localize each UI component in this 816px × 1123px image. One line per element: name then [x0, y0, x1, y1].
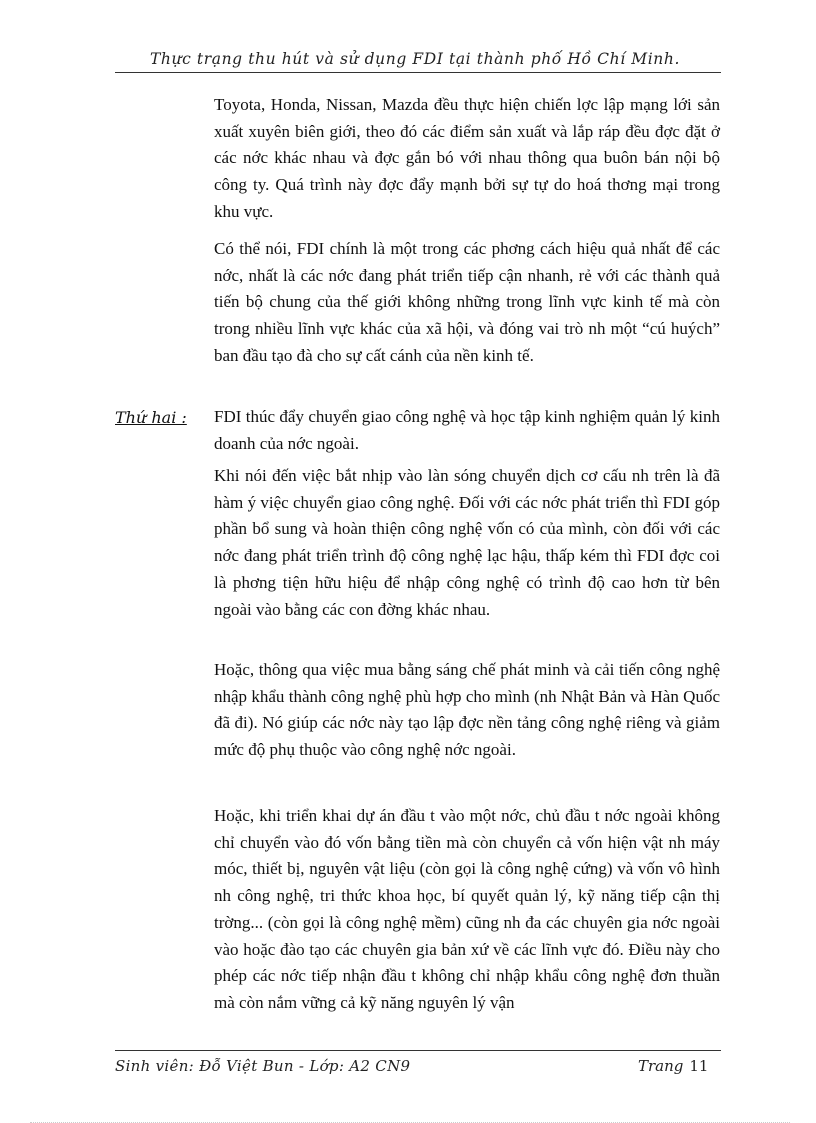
paragraph-5: Hoặc, thông qua việc mua bằng sáng chế phát minh và cải tiến công nghệ nhập khẩu thành công nghệ phù hợp cho mình (nh Nhật Bản và Hàn Quốc đã đi). Nó giúp các nớc này tạo lập đợc nền tảng công nghệ riêng và giảm mức độ phụ thuộc vào công nghệ nớc ngoài.	[214, 660, 720, 760]
section-label-second: Thứ hai :	[115, 408, 187, 427]
paragraph-1: Toyota, Honda, Nissan, Mazda đều thực hiện chiến lợc lập mạng lới sản xuất xuyên biên giới, theo đó các điểm sản xuất và lắp ráp đều đợc đặt ở các nớc khác nhau và đợc gắn bó với nhau thông qua buôn bán nội bộ công ty. Quá trình này đợc đẩy mạnh bởi sự tự do hoá thơng mại trong khu vực.	[214, 95, 720, 221]
paragraph-3: FDI thúc đẩy chuyển giao công nghệ và học tập kinh nghiệm quản lý kinh doanh của nớc ngoài.	[214, 407, 720, 453]
paragraph-2: Có thể nói, FDI chính là một trong các phơng cách hiệu quả nhất để các nớc, nhất là các nớc đang phát triển tiếp cận nhanh, rẻ với các thành quả tiến bộ chung của thế giới không những trong lĩnh vực kinh tế mà còn trong nhiều lĩnh vực khác của xã hội, và đóng vai trò nh một “cú huých” ban đầu tạo đà cho sự cất cánh của nền kinh tế.	[214, 239, 720, 365]
paragraph-6: Hoặc, khi triển khai dự án đầu t vào một nớc, chủ đầu t nớc ngoài không chỉ chuyển vào đó vốn bằng tiền mà còn chuyển cả vốn hiện vật nh máy móc, thiết bị, nguyên vật liệu (còn gọi là công nghệ cứng) và vốn vô hình nh công nghệ, tri thức khoa học, bí quyết quản lý, kỹ năng tiếp cận thị trờng... (còn gọi là công nghệ mềm) cũng nh đa các chuyên gia nớc ngoài vào hoặc đào tạo các chuyên gia bản xứ về các lĩnh vực đó. Điều này cho phép các nớc tiếp nhận đầu t không chỉ nhập khẩu công nghệ đơn thuần mà còn nắm vững cả kỹ năng nguyên lý vận	[214, 806, 720, 1012]
footer-page-number: 11	[689, 1057, 709, 1075]
paragraph-4: Khi nói đến việc bắt nhịp vào làn sóng chuyển dịch cơ cấu nh trên là đã hàm ý việc chuyển giao công nghệ. Đối với các nớc phát triển thì FDI góp phần bổ sung và hoàn thiện công nghệ vốn có của mình, còn đối với các nớc đang phát triển trình độ công nghệ lạc hậu, thấp kém thì FDI đợc coi là phơng tiện hữu hiệu để nhập công nghệ có trình độ cao hơn từ bên ngoài vào bằng các con đờng khác nhau.	[214, 466, 720, 619]
header-divider	[115, 72, 721, 73]
footer-page-word: Trang	[638, 1057, 684, 1075]
footer-page-info	[638, 1057, 708, 1075]
footer-student-info: Sinh viên: Đỗ Việt Bun - Lớp: A2 CN9	[115, 1057, 411, 1075]
page-header-title: Thực trạng thu hút và sử dụng FDI tại thành phố Hồ Chí Minh.	[149, 50, 680, 68]
footer-divider	[115, 1050, 721, 1051]
